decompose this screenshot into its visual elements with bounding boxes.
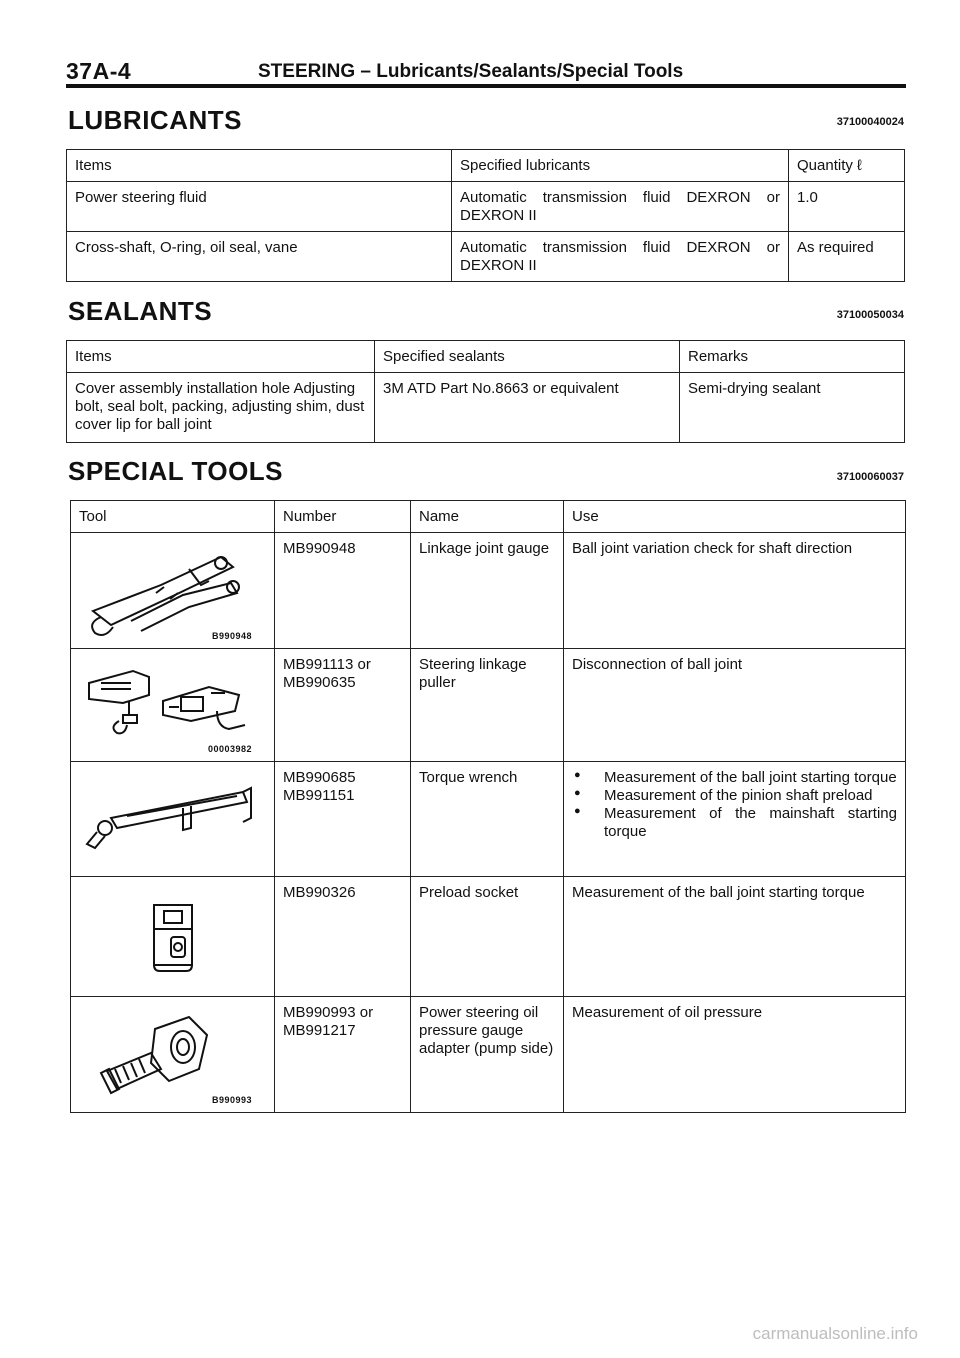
tool-image-cell [71, 997, 275, 1113]
column-header: Tool [71, 501, 275, 533]
tool-name: Linkage joint gauge [411, 533, 564, 649]
sealants-title: SEALANTS [68, 296, 213, 326]
list-item: ● Measurement of the ball joint starting torque [572, 769, 897, 787]
special-tools-title: SPECIAL TOOLS [68, 456, 284, 486]
table-header-row [71, 501, 906, 533]
column-header: Name [411, 501, 564, 533]
tool-image-cell [71, 649, 275, 762]
column-header: Use [564, 501, 906, 533]
column-header: Specified lubricants [452, 150, 789, 182]
lubricant-quantity: 1.0 [789, 182, 905, 232]
table-header-row [67, 341, 905, 373]
header-title: STEERING – Lubricants/Sealants/Special Tools [258, 61, 684, 82]
sealants-code: 37100050034 [836, 309, 904, 321]
lubricant-quantity: As required [789, 232, 905, 282]
table-row [71, 533, 906, 649]
lubricant-item: Cross-shaft, O-ring, oil seal, vane [67, 232, 452, 282]
tool-use: Measurement of oil pressure [564, 997, 906, 1113]
lubricants-title: LUBRICANTS [68, 105, 242, 135]
tool-number: MB991113 or MB990635 [275, 649, 411, 762]
tool-use: Ball joint variation check for shaft direction [564, 533, 906, 649]
list-item: ● Measurement of the mainshaft starting torque [572, 805, 897, 841]
column-header: Remarks [680, 341, 905, 373]
tool-image-code: B990993 [211, 1095, 252, 1106]
special-tools-code: 37100060037 [836, 471, 904, 483]
column-header: Quantity ℓ [789, 150, 905, 182]
tool-image-cell [71, 762, 275, 877]
table-row [71, 762, 906, 877]
tool-use-list [572, 769, 897, 841]
sealants-table [66, 340, 905, 443]
table-row [71, 877, 906, 997]
lubricants-table [66, 149, 905, 282]
lubricant-spec: Automatic transmission fluid DEXRON or DEXRON II [452, 182, 789, 232]
preload-socket-icon [71, 877, 275, 997]
column-header: Specified sealants [375, 341, 680, 373]
tool-name: Steering linkage puller [411, 649, 564, 762]
torque-wrench-icon [71, 762, 275, 877]
tool-number: MB990993 or MB991217 [275, 997, 411, 1113]
table-row [71, 649, 906, 762]
table-row [67, 182, 905, 232]
tool-name: Power steering oil pressure gauge adapter (pump side) [411, 997, 564, 1113]
tool-image-code: B990948 [211, 631, 252, 642]
lubricant-item: Power steering fluid [67, 182, 452, 232]
sealant-spec: 3M ATD Part No.8663 or equivalent [375, 373, 680, 443]
tool-number: MB990685 MB991151 [275, 762, 411, 877]
lubricants-code: 37100040024 [836, 116, 904, 128]
table-row [67, 232, 905, 282]
column-header: Items [67, 341, 375, 373]
table-header-row [67, 150, 905, 182]
tool-use: Measurement of the ball joint starting torque [564, 877, 906, 997]
tool-use [564, 762, 906, 877]
list-item: ● Measurement of the pinion shaft preload [572, 787, 897, 805]
column-header: Items [67, 150, 452, 182]
sealant-remarks: Semi-drying sealant [680, 373, 905, 443]
page-number: 37A-4 [66, 58, 132, 84]
header-rule [66, 84, 906, 88]
table-row [67, 373, 905, 443]
tool-image-cell [71, 877, 275, 997]
table-row [71, 997, 906, 1113]
tool-use: Disconnection of ball joint [564, 649, 906, 762]
lubricant-spec: Automatic transmission fluid DEXRON or DEXRON II [452, 232, 789, 282]
tool-name: Preload socket [411, 877, 564, 997]
tool-image-code: 00003982 [207, 744, 252, 755]
tool-image-cell [71, 533, 275, 649]
tool-number: MB990326 [275, 877, 411, 997]
tool-number: MB990948 [275, 533, 411, 649]
watermark: carmanualsonline.info [752, 1324, 918, 1343]
special-tools-table [70, 500, 906, 1113]
tool-name: Torque wrench [411, 762, 564, 877]
sealant-item: Cover assembly installation hole Adjusting bolt, seal bolt, packing, adjusting shim, dust cover lip for ball joint [67, 373, 375, 443]
column-header: Number [275, 501, 411, 533]
